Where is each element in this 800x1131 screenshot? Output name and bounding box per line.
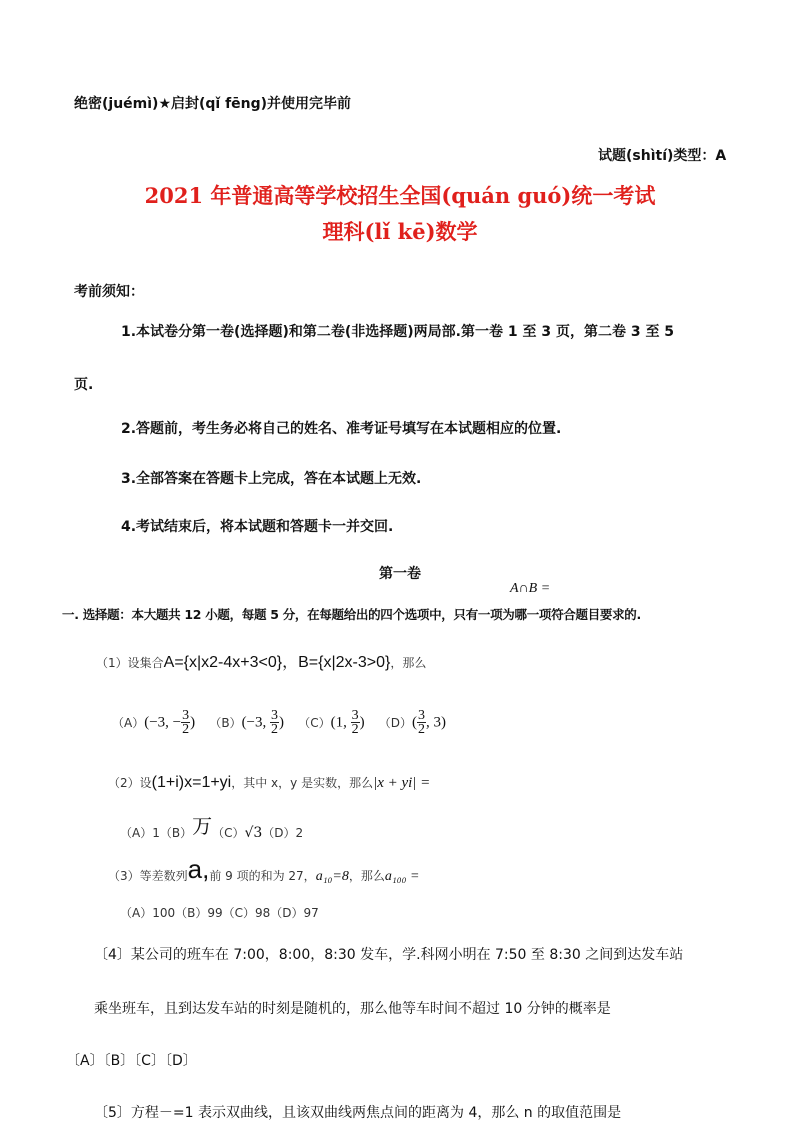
section-title: 第一卷	[379, 566, 421, 582]
question-2	[108, 769, 430, 795]
notice-item-4: 4.考试结束后，将本试题和答题卡一并交回.	[121, 519, 394, 535]
q2-sqrt3: √3	[244, 825, 263, 841]
section-instruction: 一. 选择题：本大题共 12 小题，每题 5 分，在每题给出的四个选项中，只有一项为哪一项符合题目要求的.	[62, 607, 641, 622]
fraction: $\frac{3}{2}$	[351, 708, 359, 737]
q3-number: （3）等差数列	[108, 869, 188, 883]
paper-type: 试题(shìtí)类型：A	[598, 148, 727, 164]
notice-item-3: 3.全部答案在答题卡上完成，答在本试题上无效.	[121, 471, 422, 487]
q1-option-c: (1, $\frac{3}{2}$ )	[330, 708, 365, 737]
q3-mid: 前 9 项的和为 27，	[209, 869, 316, 883]
q3-then: ，那么	[348, 869, 385, 883]
floating-math: A∩B =	[510, 581, 551, 596]
question-1	[96, 650, 426, 674]
q1-option-d-label: （D）	[378, 716, 413, 730]
q1-tail: ，那么	[390, 656, 427, 670]
q2-number: （2）设	[108, 776, 152, 790]
q2-big-char: 万	[192, 814, 213, 838]
q1-option-b: (−3, $\frac{3}{2}$ )	[241, 708, 285, 737]
notice-item-1: 1.本试卷分第一卷(选择题)和第二卷(非选择题)两局部.第一卷 1 至 3 页，第二卷 3 至 5	[121, 324, 675, 340]
q1-number: （1）设集合	[96, 656, 164, 670]
q2-options-ab: （A）1（B）	[120, 826, 193, 840]
q3-a100: a₁₀₀ =	[384, 869, 420, 884]
q1-options	[112, 702, 446, 742]
q1-option-b-label: （B）	[209, 716, 242, 730]
exam-title: 2021 年普通高等学校招生全国(quán guó)统一考试	[144, 183, 656, 208]
exam-subtitle: 理科(lǐ kē)数学	[322, 219, 478, 244]
q1-option-d: ( $\frac{3}{2}$ , 3)	[412, 708, 447, 737]
q1-sets: A={x|x2-4x+3<0}，B={x|2x-3>0}	[163, 654, 391, 671]
q2-options-d: （D）2	[262, 826, 304, 840]
question-4: 〔4〕某公司的班车在 7:00，8:00，8:30 发车，学.科网小明在 7:50 至 8:30 之间到达发车站	[94, 947, 684, 963]
fraction: $\frac{3}{2}$	[182, 708, 190, 737]
q2-equation: (1+i)x=1+yi	[151, 774, 232, 791]
q3-options: （A）100（B）99（C）98（D）97	[120, 906, 319, 920]
q2-options	[120, 812, 303, 840]
q1-option-c-label: （C）	[298, 716, 331, 730]
notice-heading: 考前须知：	[74, 284, 144, 300]
question-5: 〔5〕方程－=1 表示双曲线，且该双曲线两焦点间的距离为 4，那么 n 的取值范围是	[94, 1105, 622, 1121]
q1-option-a-label: （A）	[112, 716, 145, 730]
q2-abs: |x + yi| =	[373, 775, 431, 791]
question-3	[108, 854, 419, 884]
q2-mid: ，其中 x，y 是实数，那么	[231, 776, 374, 790]
q3-a10: a₁₀=8	[315, 869, 349, 884]
q1-option-a: (−3, − $\frac{3}{2}$ )	[144, 708, 196, 737]
notice-item-1-cont: 页.	[74, 377, 94, 393]
question-4-options: 〔A〕〔B〕〔C〕〔D〕	[66, 1053, 197, 1069]
fraction: $\frac{3}{2}$	[418, 708, 426, 737]
q3-big-a: a,	[187, 854, 210, 884]
fraction: $\frac{3}{2}$	[271, 708, 279, 737]
question-4-cont: 乘坐班车，且到达发车站的时刻是随机的，那么他等车时间不超过 10 分钟的概率是	[94, 1001, 611, 1017]
confidential-mark: 绝密(juémì)★启封(qǐ fēng)并使用完毕前	[74, 96, 352, 112]
notice-item-2: 2.答题前，考生务必将自己的姓名、准考证号填写在本试题相应的位置.	[121, 421, 562, 437]
q2-options-c: （C）	[212, 826, 245, 840]
